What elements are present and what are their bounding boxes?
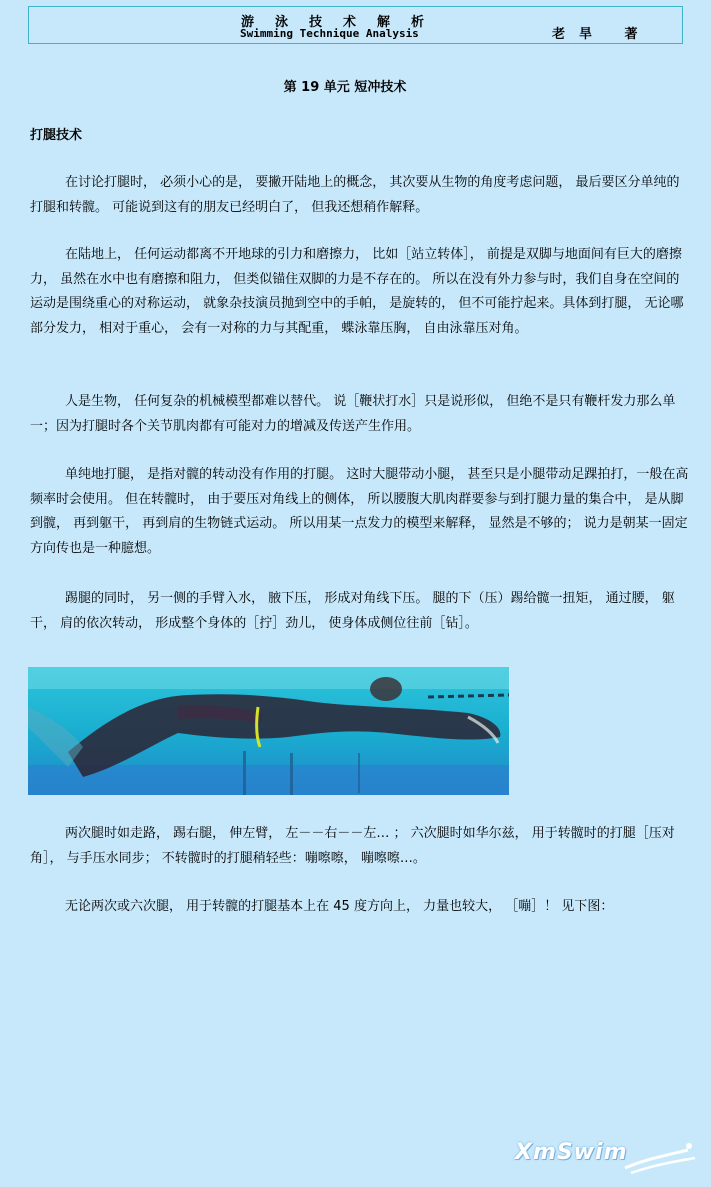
- xmswim-logo: [513, 1138, 698, 1178]
- paragraph-1: 在讨论打腿时， 必须小心的是， 要撇开陆地上的概念， 其次要从生物的角度考虑问题， 最后要区分单纯的打腿和转髋。 可能说到这有的朋友已经明白了， 但我还想稍作解释。: [30, 175, 680, 215]
- unit-title: 第 19 单元 短冲技术: [283, 80, 407, 95]
- header-box: [28, 6, 683, 44]
- paragraph-7: 无论两次或六次腿， 用于转髋的打腿基本上在 45 度方向上， 力量也较大， ［嘣］！ 见下图：: [65, 899, 614, 914]
- header-author: 老旱 著: [552, 27, 652, 42]
- header-title-cn: 游泳技术解析: [241, 15, 446, 30]
- swimmer-kick-photo: [28, 667, 509, 795]
- header-title-en: Swimming Technique Analysis: [240, 27, 419, 40]
- paragraph-4: 单纯地打腿， 是指对髋的转动没有作用的打腿。 这时大腿带动小腿， 甚至只是小腿带动足踝拍打，一般在高频率时会使用。 但在转髋时， 由于要压对角线上的侧体， 所以腰腹大肌肉群要参与到打腿力量的集合中， 是从脚到髋， 再到躯干， 再到肩的生物链式运动。 所以用某一点发力的模型来解释， 显然是不够的； 说力是朝某一固定方向传也是一种臆想。: [30, 467, 689, 556]
- paragraph-3: 人是生物， 任何复杂的机械模型都难以替代。 说［鞭状打水］只是说形似， 但绝不是只有鞭杆发力那么单一；因为打腿时各个关节肌肉都有可能对力的增减及传送产生作用。: [30, 394, 676, 434]
- paragraph-2: 在陆地上， 任何运动都离不开地球的引力和磨擦力， 比如［站立转体］， 前提是双脚与地面间有巨大的磨擦力， 虽然在水中也有磨擦和阻力， 但类似锚住双脚的力是不存在的。 所以在没有外力参与时，我们自身在空间的运动是围绕重心的对称运动， 就象杂技演员抛到空中的手帕， 是旋转的， 但不可能拧起来。具体到打腿， 无论哪部分发力， 相对于重心， 会有一对称的力与其配重， 蝶泳靠压胸， 自由泳靠压对角。: [30, 247, 684, 336]
- swimmer-illustration: [28, 667, 509, 795]
- logo-wave-icon: [513, 1138, 698, 1178]
- paragraph-5: 踢腿的同时， 另一侧的手臂入水， 腋下压， 形成对角线下压。 腿的下（压）踢给髋一扭矩， 通过腰， 躯干， 肩的依次转动， 形成整个身体的［拧］劲儿， 使身体成侧位往前［钻］。: [30, 591, 675, 631]
- section-title: 打腿技术: [30, 128, 83, 143]
- paragraph-6: 两次腿时如走路， 踢右腿， 伸左臂， 左－－右－－左… ； 六次腿时如华尔兹， 用于转髋时的打腿［压对角］， 与手压水同步； 不转髋时的打腿稍轻些：嘣嚓嚓， 嘣嚓嚓…。: [30, 826, 675, 866]
- logo-text: XmSwim: [515, 1140, 628, 1165]
